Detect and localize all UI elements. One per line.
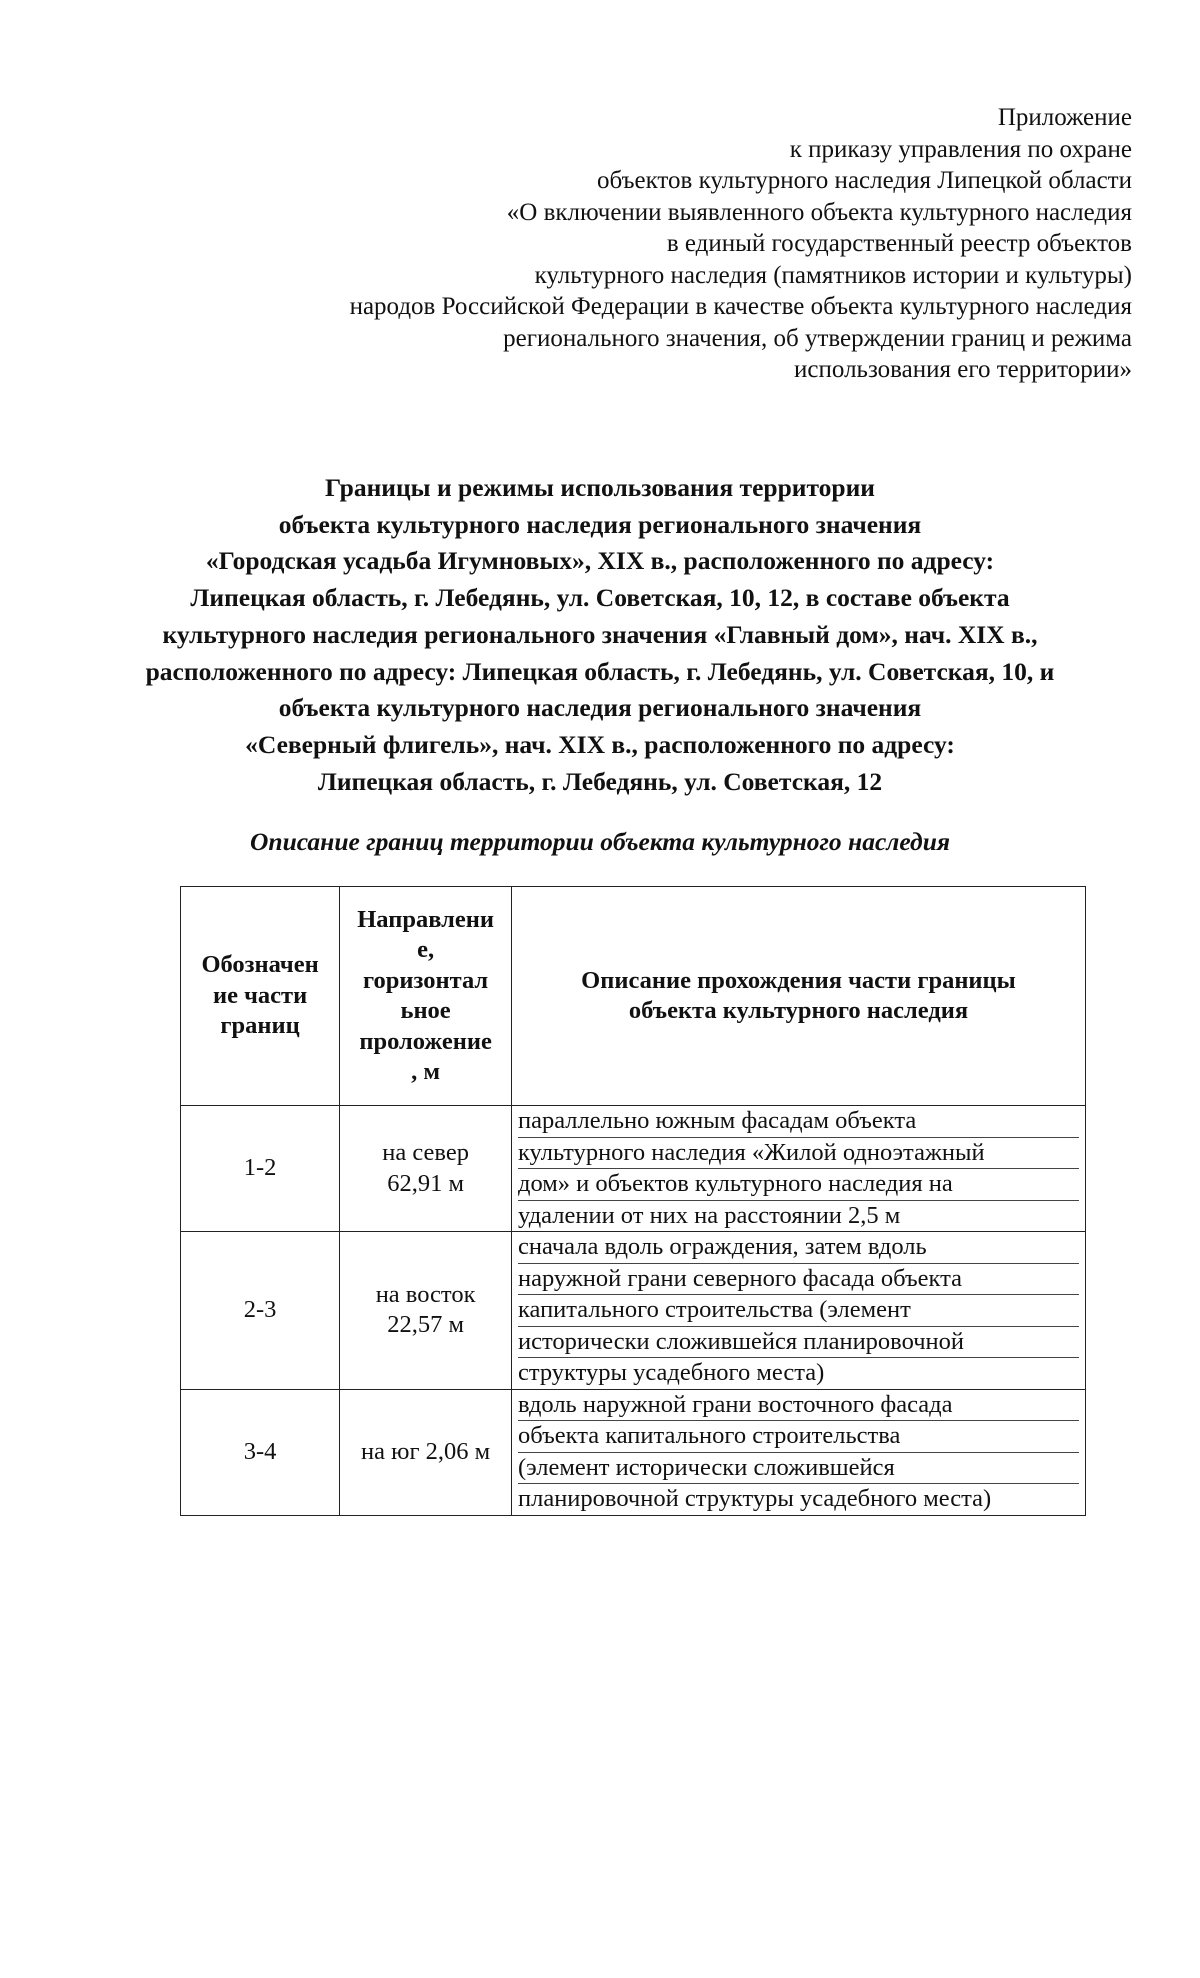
appendix-line: объектов культурного наследия Липецкой области [597, 167, 1132, 194]
section-subtitle: Описание границ территории объекта культурного наследия [249, 827, 951, 856]
title-line: объекта культурного наследия регионального значения [278, 693, 922, 723]
appendix-line: к приказу управления по охране [789, 135, 1132, 163]
row-part: 2-3 [181, 1232, 340, 1390]
appendix-line: в единый государственный реестр объектов [666, 230, 1132, 257]
row-description: сначала вдоль ограждения, затем вдоль наружной грани северного фасада объекта капитального строительства (элемент исторически сложившейся планировочной структуры усадебного места) [511, 1232, 1085, 1390]
header-description: Описание прохождения части границы объекта культурного наследия [511, 887, 1085, 1106]
row-direction: на юг 2,06 м [340, 1389, 512, 1515]
appendix-line: использования его территории» [794, 356, 1132, 383]
table-row [181, 1389, 1086, 1515]
table-header-row [181, 887, 1086, 1106]
table-row [181, 1106, 1086, 1232]
row-description: параллельно южным фасадам объекта культурного наследия «Жилой одноэтажный дом» и объектов культурного наследия на удалении от них на расстоянии 2,5 м [511, 1106, 1085, 1232]
boundaries-table [180, 886, 1086, 1516]
row-part: 3-4 [181, 1389, 340, 1515]
title-line: культурного наследия регионального значения «Главный дом», нач. XIX в., [162, 619, 1038, 649]
document-title [100, 470, 1100, 800]
row-part: 1-2 [181, 1106, 340, 1232]
appendix-line: Приложение [997, 104, 1132, 131]
title-line: Границы и режимы использования территории [325, 473, 875, 502]
appendix-line: культурного наследия (памятников истории и культуры) [534, 261, 1132, 289]
row-direction: на север 62,91 м [340, 1106, 512, 1232]
title-line: Липецкая область, г. Лебедянь, ул. Советская, 12 [317, 766, 883, 796]
appendix-line: «О включении выявленного объекта культурного наследия [506, 198, 1132, 226]
appendix-line: народов Российской Федерации в качестве объекта культурного наследия [349, 293, 1132, 320]
appendix-line: регионального значения, об утверждении границ и режима [503, 324, 1132, 352]
row-direction: на восток 22,57 м [340, 1232, 512, 1390]
table-row [181, 1232, 1086, 1390]
appendix-header [132, 102, 1132, 386]
title-line: «Северный флигель», нач. XIX в., расположенного по адресу: [245, 729, 955, 759]
header-direction: Направлени е, горизонтал ьное проложение , м [340, 887, 512, 1106]
row-description: вдоль наружной грани восточного фасада объекта капитального строительства (элемент исторически сложившейся планировочной структуры усадебного места) [511, 1389, 1085, 1515]
title-line: «Городская усадьба Игумновых», XIX в., расположенного по адресу: [205, 546, 995, 576]
header-designation: Обозначен ие части границ [181, 887, 340, 1106]
title-line: Липецкая область, г. Лебедянь, ул. Советская, 10, 12, в составе объекта [190, 583, 1010, 613]
title-line: расположенного по адресу: Липецкая область, г. Лебедянь, ул. Советская, 10, и [145, 656, 1055, 686]
title-line: объекта культурного наследия регионального значения [278, 509, 922, 539]
